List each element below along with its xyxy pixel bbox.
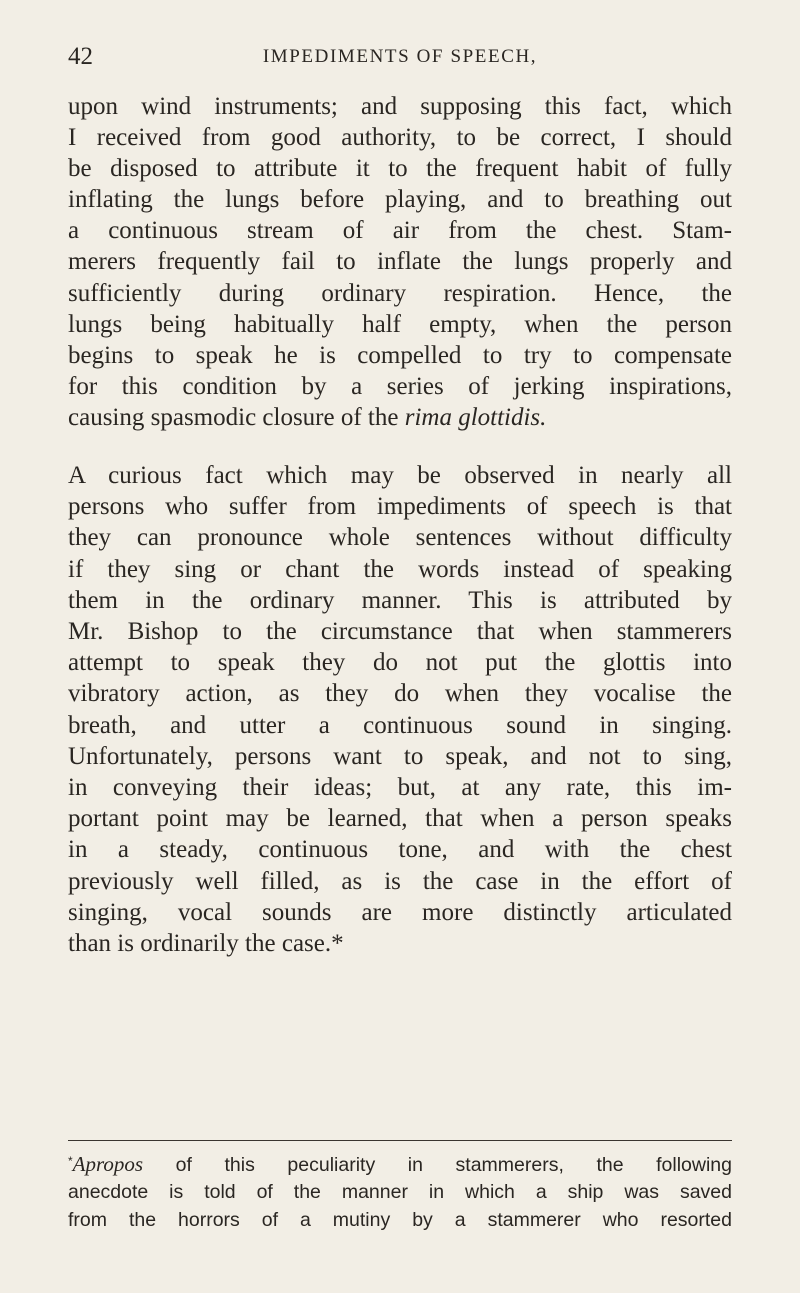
text-line: attempt to speak they do not put the glottis into (68, 649, 732, 677)
body-text (68, 91, 732, 959)
text-line: lungs being habitually half empty, when the person (68, 310, 732, 338)
text-line: singing, vocal sounds are more distinctly articulated (68, 898, 732, 926)
text-segment: causing spasmodic closure of the (68, 403, 405, 431)
text-line: inflating the lungs before playing, and to breathing out (68, 186, 732, 214)
text-line: be disposed to attribute it to the frequent habit of fully (68, 155, 732, 183)
text-line: upon wind instruments; and supposing this fact, which (68, 93, 732, 120)
text-line: for this condition by a series of jerking inspirations, (68, 372, 732, 400)
text-line: merers frequently fail to inflate the lungs properly and (68, 248, 732, 276)
running-title: IMPEDIMENTS OF SPEECH, (262, 46, 538, 67)
running-head (68, 42, 732, 72)
text-line: portant point may be learned, that when a person speaks (68, 805, 732, 833)
text-segment: of this peculiarity in stammerers, the following (143, 1154, 732, 1176)
text-line: Mr. Bishop to the circumstance that when stammerers (68, 618, 732, 646)
text-line: persons who suffer from impediments of speech is that (68, 493, 732, 521)
footnote (68, 1148, 732, 1234)
text-line: I received from good authority, to be correct, I should (68, 124, 732, 152)
text-line: vibratory action, as they do when they vocalise the (68, 680, 732, 708)
text-line: Unfortunately, persons want to speak, and not to sing, (68, 742, 732, 770)
footnote-line: from the horrors of a mutiny by a stammerer who resorted (68, 1208, 732, 1231)
page-number: 42 (68, 43, 93, 70)
footnote-italic-word: Apropos (72, 1152, 144, 1176)
text-line: a continuous stream of air from the chest. Stam- (68, 217, 732, 245)
footnote-line (68, 1148, 732, 1179)
text-line: if they sing or chant the words instead of speaking (68, 555, 732, 583)
text-line: in conveying their ideas; but, at any rate, this im- (68, 774, 732, 802)
text-line-last (68, 402, 732, 433)
footnote-rule (68, 1140, 732, 1141)
paragraph-1 (68, 91, 732, 433)
footnote-marker: * (68, 1154, 73, 1168)
paragraph-2 (68, 460, 732, 959)
text-line: sufficiently during ordinary respiration. Hence, the (68, 279, 732, 307)
text-line: begins to speak he is compelled to try to compensate (68, 341, 732, 369)
italic-term: rima glottidis. (404, 403, 547, 431)
footnote-line: anecdote is told of the manner in which a ship was saved (68, 1181, 732, 1204)
text-line: them in the ordinary manner. This is attributed by (68, 586, 732, 614)
text-line: they can pronounce whole sentences without difficulty (68, 524, 732, 552)
text-line: A curious fact which may be observed in nearly all (68, 462, 732, 490)
text-line: breath, and utter a continuous sound in singing. (68, 711, 732, 739)
text-line: in a steady, continuous tone, and with the chest (68, 836, 732, 864)
text-line: previously well filled, as is the case in the effort of (68, 867, 732, 895)
text-line-last: than is ordinarily the case.* (68, 930, 344, 958)
